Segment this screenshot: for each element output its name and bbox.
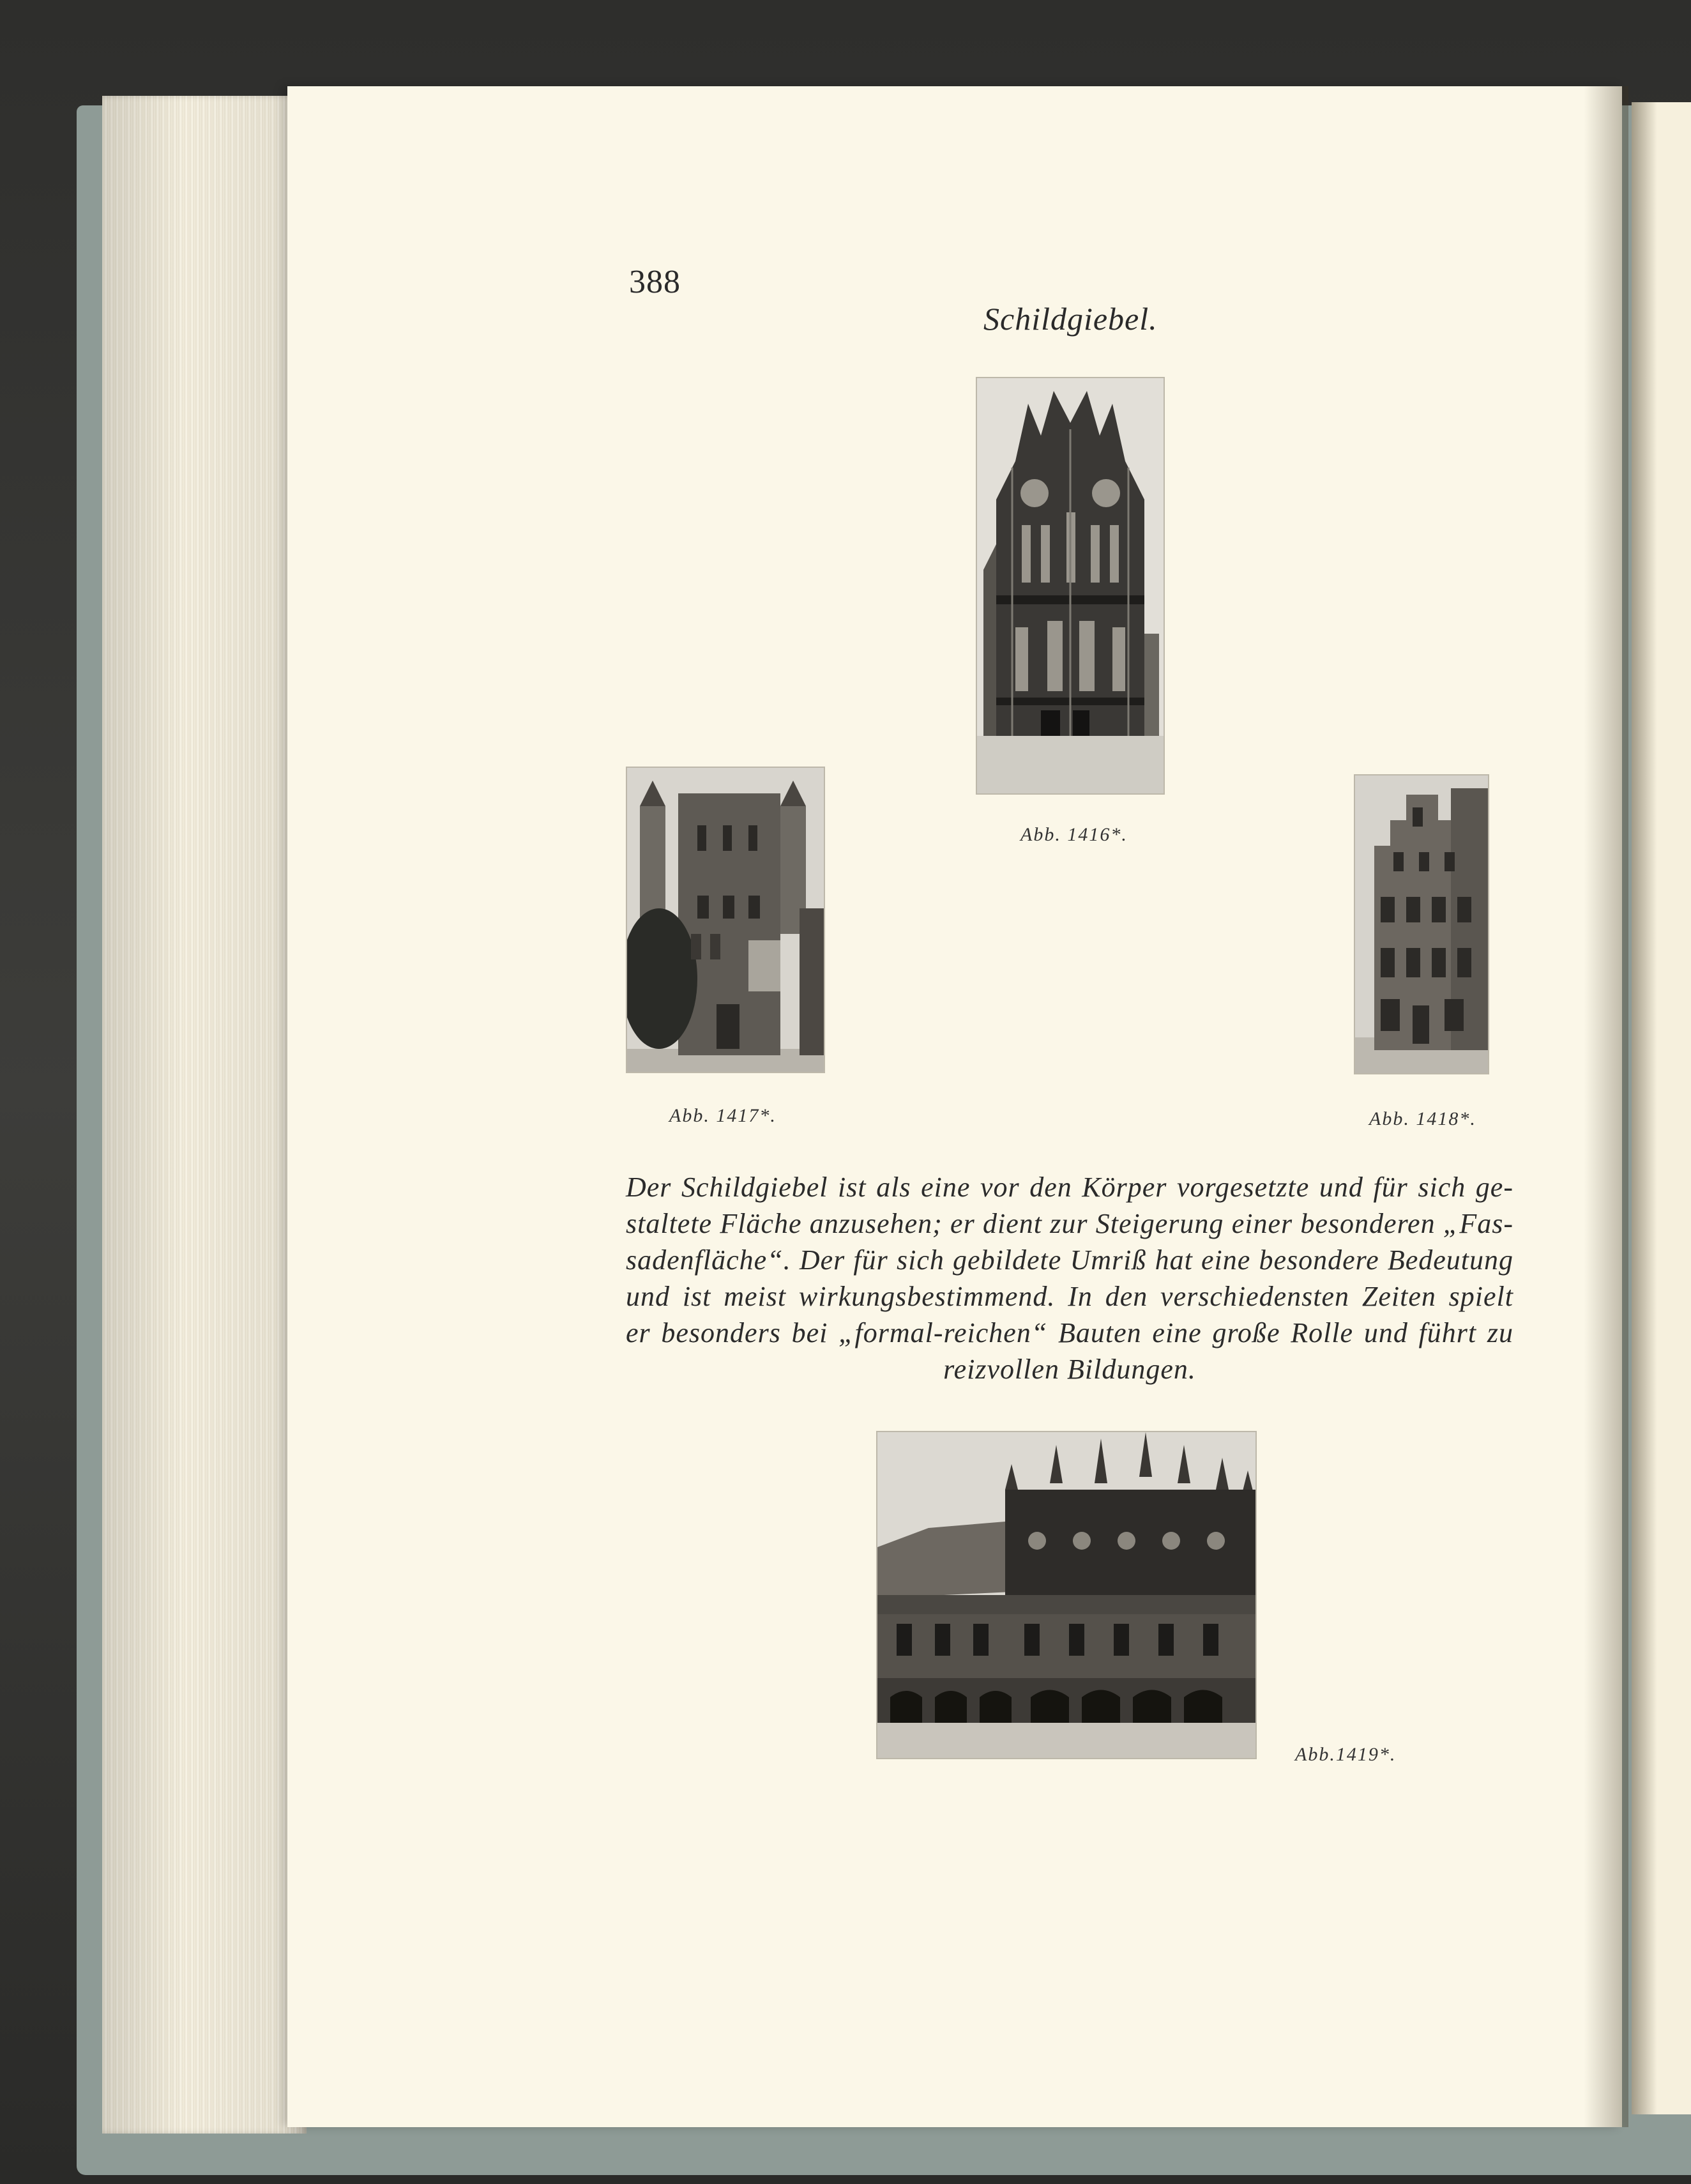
figure-1419-photo	[876, 1431, 1257, 1759]
figure-1417-caption: Abb. 1417*.	[669, 1105, 777, 1126]
figure-1416-caption: Abb. 1416*.	[1020, 824, 1128, 845]
figure-1418-photo	[1354, 774, 1489, 1074]
gothic-gable-illustration	[977, 378, 1164, 793]
stepped-gable-illustration	[1355, 775, 1488, 1073]
page-gutter	[1584, 86, 1628, 2127]
tower-facade-illustration	[627, 768, 824, 1072]
town-hall-illustration	[877, 1432, 1255, 1758]
body-line: staltete Fläche anzusehen; er dient zur Steigerung einer besonderen „Fas-	[626, 1208, 1513, 1239]
body-line: reizvollen Bildungen.	[943, 1354, 1196, 1385]
body-line: er besonders bei „formal-reichen“ Bauten eine große Rolle und führt zu	[626, 1317, 1513, 1348]
running-title: Schildgiebel.	[983, 301, 1158, 337]
figure-1416-photo	[976, 377, 1165, 795]
body-paragraph	[626, 1169, 1513, 1387]
body-line: sadenfläche“. Der für sich gebildete Umriß hat eine besondere Bedeutung	[626, 1244, 1513, 1276]
figure-1419-caption: Abb.1419*.	[1295, 1744, 1397, 1765]
page-edges-shade	[102, 96, 307, 2134]
body-line: und ist meist wirkungsbestimmend. In den verschiedensten Zeiten spielt	[626, 1281, 1513, 1312]
facing-page-gutter	[1632, 102, 1657, 2114]
book-page	[287, 86, 1622, 2127]
figure-1417-photo	[626, 767, 825, 1073]
figure-1418-caption: Abb. 1418*.	[1369, 1108, 1476, 1129]
page-number: 388	[629, 264, 681, 300]
body-line: Der Schildgiebel ist als eine vor den Körper vorgesetzte und für sich ge-	[626, 1172, 1513, 1203]
